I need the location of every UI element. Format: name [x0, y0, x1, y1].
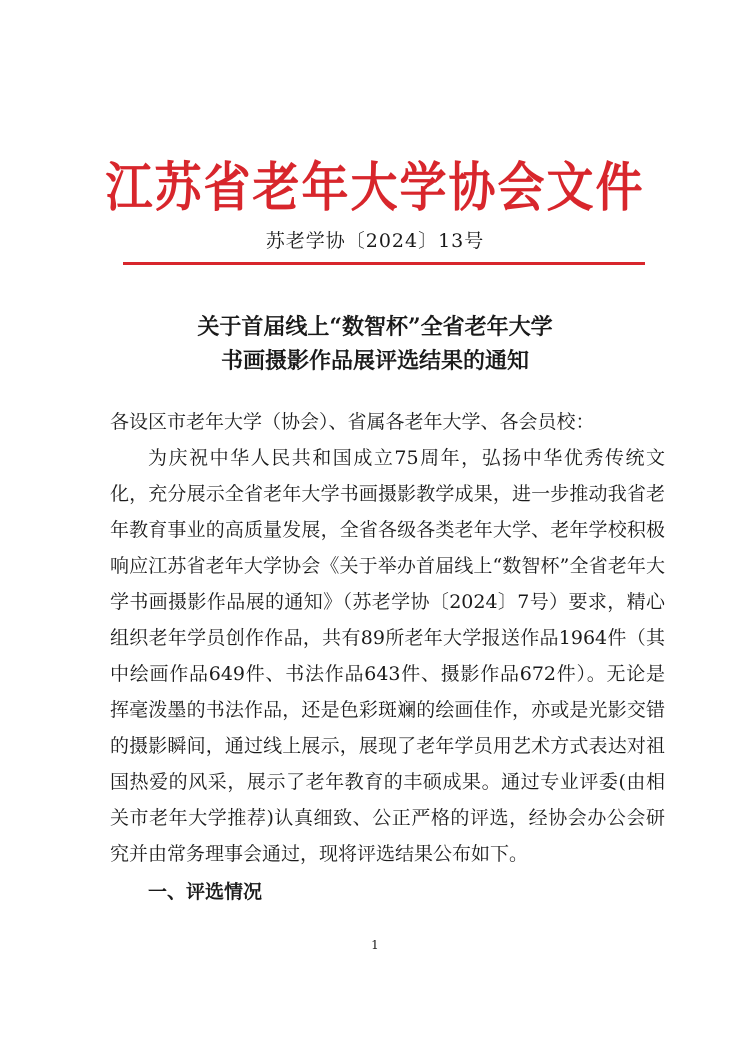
- body-paragraph: 为庆祝中华人民共和国成立75周年，弘扬中华优秀传统文化，充分展示全省老年大学书画摄影教学成果，进一步推动我省老年教育事业的高质量发展，全省各级各类老年大学、老年学校积极响应江苏省老年大学协会《关于举办首届线上“数智杯”全省老年大学书画摄影作品展的通知》（苏老学协〔2024〕7号）要求，精心组织老年学员创作作品，共有89所老年大学报送作品1964件（其中绘画作品649件、书法作品643件、摄影作品672件）。无论是挥毫泼墨的书法作品，还是色彩斑斓的绘画佳作，亦或是光影交错的摄影瞬间，通过线上展示，展现了老年学员用艺术方式表达对祖国热爱的风采，展示了老年教育的丰硕成果。通过专业评委(由相关市老年大学推荐)认真细致、公正严格的评选，经协会办公会研究并由常务理事会通过，现将评选结果公布如下。: [110, 447, 665, 865]
- notice-title-line-2: 书画摄影作品展评选结果的通知: [220, 348, 529, 374]
- page-number: 1: [371, 938, 379, 952]
- notice-title-line-1: 关于首届线上“数智杯”全省老年大学: [197, 314, 553, 340]
- red-divider-line: [123, 262, 645, 265]
- section-heading: 一、评选情况: [148, 881, 263, 903]
- salutation: 各设区市老年大学（协会）、省属各老年大学、各会员校：: [110, 411, 595, 433]
- notice-title: [0, 310, 750, 378]
- organization-title: 江苏省老年大学协会文件: [105, 157, 645, 219]
- document-number: 苏老学协〔2024〕13号: [265, 230, 485, 252]
- notice-body: [110, 404, 665, 910]
